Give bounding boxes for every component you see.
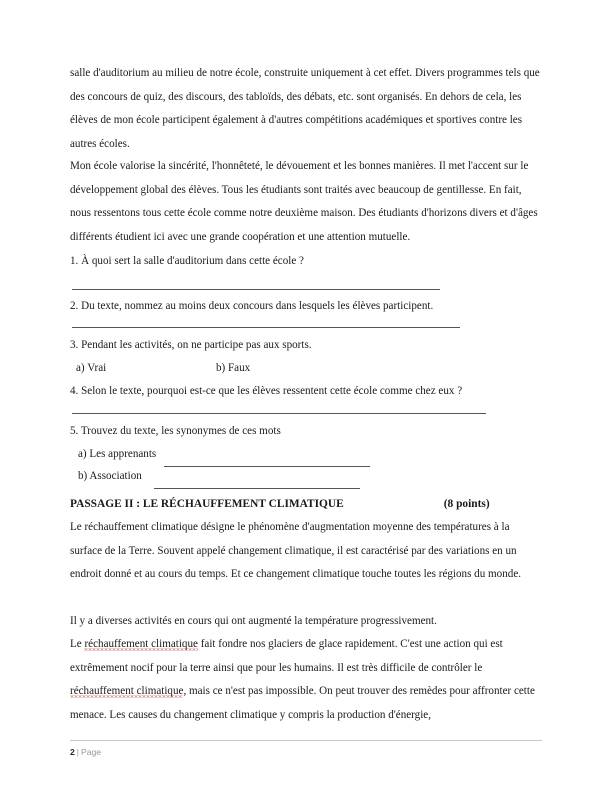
passage2-paragraph-2: Il y a diverses activités en cours qui ont augmenté la température progressivement. bbox=[70, 615, 437, 627]
passage1-paragraph-2: Mon école valorise la sincérité, l'honnêteté, le dévouement et les bonnes manières. Il met l'accent sur le développement global des élèves. Tous les étudiants sont traités avec beaucoup de gentillesse. En fait, nous ressentons tous cette école comme notre deuxième maison. Des étudiants d'horizons divers et d'âges différents étudient ici avec une grande coopération et une attention mutuelle. bbox=[70, 160, 538, 243]
spellcheck-term-2: réchauffement climatique bbox=[70, 685, 184, 698]
passage2-p3-text-2: fait fondre nos glaciers de glace rapidement. C'est une action qui est extrêmement nocif pour la terre ainsi que pour les humains. Il est très difficile de contrôler le bbox=[70, 638, 503, 674]
question-5-item-a bbox=[78, 443, 542, 467]
passage2-heading bbox=[70, 496, 542, 512]
synonym-label-b: b) Association bbox=[78, 470, 142, 482]
question-4: 4. Selon le texte, pourquoi est-ce que les élèves ressentent cette école comme chez eux ? bbox=[70, 385, 463, 397]
footer-page-number: 2 bbox=[70, 747, 75, 757]
passage1-paragraph-1: salle d'auditorium au milieu de notre école, construite uniquement à cet effet. Divers programmes tels que des concours de quiz, des discours, des tabloïds, des débats, etc. sont organisés. En dehors de cela, les élèves de mon école participent également à d'autres compétitions académiques et sportives contre les autres écoles. bbox=[70, 67, 540, 150]
passage2-paragraph-1: Le réchauffement climatique désigne le phénomène d'augmentation moyenne des températures à la surface de la Terre. Souvent appelé changement climatique, il est caractérisé par des variations en un endroit donné et au cours du temps. Et ce changement climatique touche toutes les régions du monde. bbox=[70, 521, 522, 581]
footer-page-label: Page bbox=[81, 747, 102, 757]
document-page bbox=[70, 0, 542, 792]
passage2-p3-text-1: Le bbox=[70, 638, 85, 650]
answer-line-q2[interactable] bbox=[72, 327, 460, 328]
option-faux[interactable]: b) Faux bbox=[216, 362, 251, 374]
synonym-label-a: a) Les apprenants bbox=[78, 448, 157, 460]
answer-line-q1[interactable] bbox=[72, 289, 440, 290]
passage2-paragraph-3 bbox=[70, 633, 544, 727]
question-3-options bbox=[76, 357, 476, 381]
question-3: 3. Pendant les activités, on ne participe pas aux sports. bbox=[70, 339, 312, 351]
passage2-points: (8 points) bbox=[443, 498, 490, 510]
question-2: 2. Du texte, nommez au moins deux concours dans lesquels les élèves participent. bbox=[70, 300, 434, 312]
spellcheck-term-1: réchauffement climatique bbox=[84, 638, 198, 650]
footer-divider bbox=[70, 740, 542, 741]
option-vrai[interactable]: a) Vrai bbox=[76, 362, 107, 374]
question-1: 1. À quoi sert la salle d'auditorium dans cette école ? bbox=[70, 255, 304, 267]
answer-line-q4[interactable] bbox=[72, 413, 486, 414]
passage2-title: PASSAGE II : LE RÉCHAUFFEMENT CLIMATIQUE bbox=[70, 498, 344, 510]
passage2-p3-text-3: , mais ce n'est pas impossible. On peut trouver des remèdes pour affronter cette menace. Les causes du changement climatique y compris la production d'énergie, bbox=[70, 685, 535, 721]
question-5-item-b bbox=[78, 465, 542, 489]
question-5: 5. Trouvez du texte, les synonymes de ces mots bbox=[70, 425, 281, 437]
answer-line-synonym-b[interactable] bbox=[154, 477, 360, 489]
footer-separator: | bbox=[76, 747, 80, 757]
page-footer bbox=[70, 745, 542, 759]
